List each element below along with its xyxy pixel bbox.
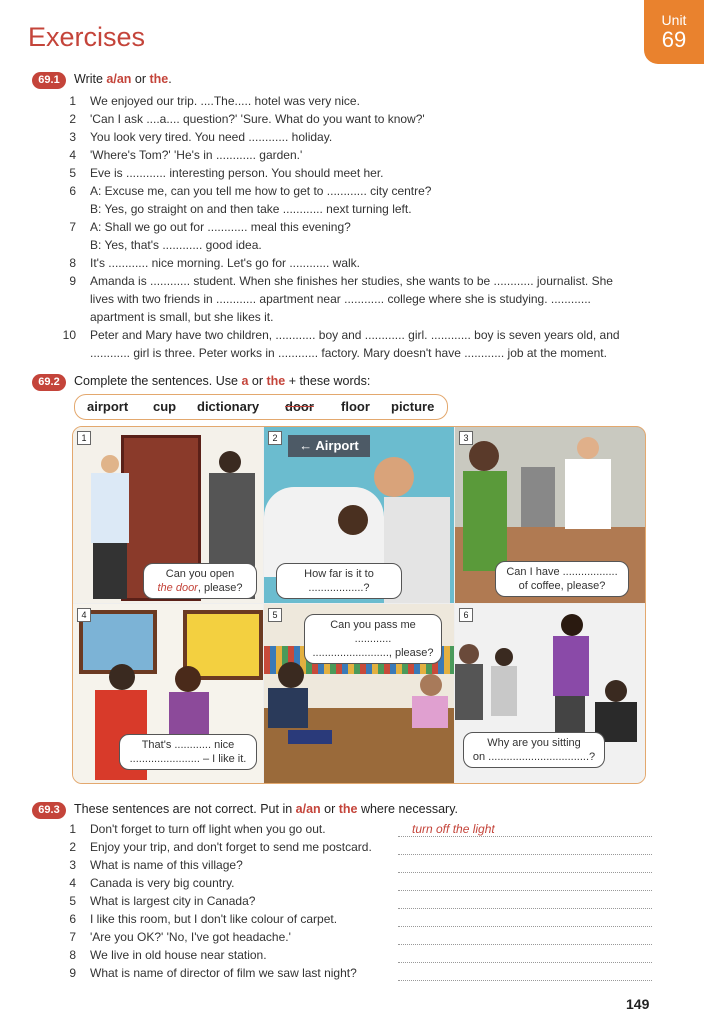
exercise-sentence: lives with two friends in ............ apartment near ............ college where she is studying. ............: [90, 292, 591, 306]
bubble-text: Can you pass me ............: [330, 619, 416, 645]
exercise-sentence: B: Yes, that's ............ good idea.: [90, 238, 262, 252]
waiter-head: [577, 437, 599, 459]
speech-bubble: [119, 734, 257, 770]
handwritten-answer: the door: [157, 582, 198, 594]
person-body: [455, 664, 483, 720]
instruction-bold: the: [338, 802, 358, 816]
instruction-text: Write: [74, 72, 107, 86]
item-number: 8: [69, 256, 76, 270]
panel-4: [73, 604, 263, 783]
speech-bubble: [143, 563, 257, 599]
waiter-body: [565, 459, 611, 529]
item-number: 5: [69, 166, 76, 180]
unit-number: 69: [661, 27, 687, 52]
bubble-text: , please?: [197, 582, 243, 594]
panel-5: [264, 604, 454, 783]
instruction-text: or: [320, 802, 339, 816]
exercise-sentence: Peter and Mary have two children, ............ boy and ............ girl. ............ boy is seven years old, and: [90, 328, 620, 342]
answer-line[interactable]: [398, 840, 652, 855]
item-number: 7: [69, 220, 76, 234]
panel-number: 1: [77, 431, 91, 445]
exercise-badge-3: 69.3: [32, 802, 66, 819]
woman-head: [469, 441, 499, 471]
exercise-sentence: 'Where's Tom?' 'He's in ............ garden.': [90, 148, 303, 162]
answer-line[interactable]: [398, 948, 652, 963]
answer-line[interactable]: [398, 912, 652, 927]
exercise-sentence: Eve is ............ interesting person. You should meet her.: [90, 166, 384, 180]
instruction-text: These sentences are not correct. Put in: [74, 802, 296, 816]
man-body: [91, 473, 129, 543]
word: floor: [341, 399, 370, 414]
exercise-sentence: Canada is very big country.: [90, 876, 235, 890]
student-body: [268, 688, 308, 728]
bubble-text: of coffee, please?: [518, 580, 606, 592]
instruction-text: where necessary.: [357, 802, 458, 816]
exercise-sentence: You look very tired. You need ............ holiday.: [90, 130, 333, 144]
item-number: 3: [69, 130, 76, 144]
exercise-3-instruction: [74, 802, 458, 816]
word-crossed: door: [285, 399, 314, 414]
answer-line[interactable]: [398, 858, 652, 873]
speech-bubble: [304, 614, 442, 664]
exercise-sentence: B: Yes, go straight on and then take ............ next turning left.: [90, 202, 412, 216]
panel-3: [455, 427, 645, 603]
exercise-sentence: Don't forget to turn off light when you go out.: [90, 822, 326, 836]
coffee-machine: [521, 467, 555, 527]
exercise-sentence: What is name of director of film we saw last night?: [90, 966, 357, 980]
word: cup: [153, 399, 177, 414]
page-title: Exercises: [28, 22, 146, 52]
man2-head: [219, 451, 241, 473]
exercise-sentence: We live in old house near station.: [90, 948, 267, 962]
exercise-sentence: A: Shall we go out for ............ meal this evening?: [90, 220, 351, 234]
exercise-sentence: Amanda is ............ student. When she finishes her studies, she wants to be ............ journalist. She: [90, 274, 613, 288]
passenger-head: [338, 505, 368, 535]
panel-number: 5: [268, 608, 282, 622]
exercise-2-instruction: [74, 374, 370, 388]
instruction-text: or: [248, 374, 267, 388]
item-number: 6: [69, 184, 76, 198]
exercise-sentence: 'Can I ask ....a.... question?' 'Sure. What do you want to know?': [90, 112, 425, 126]
answer-line[interactable]: [398, 966, 652, 981]
exercise-sentence: I like this room, but I don't like colour of carpet.: [90, 912, 338, 926]
speech-bubble: How far is it to ..................?: [276, 563, 402, 599]
man-head: [101, 455, 119, 473]
bubble-text: on .................................?: [472, 751, 596, 763]
panel-number: 6: [459, 608, 473, 622]
instruction-text: Complete the sentences. Use: [74, 374, 242, 388]
item-number: 7: [69, 930, 76, 944]
item-number: 1: [69, 822, 76, 836]
item-number: 4: [69, 876, 76, 890]
panel-number: 4: [77, 608, 91, 622]
woman-body: [412, 696, 448, 728]
instruction-text: .: [168, 72, 172, 86]
item-number: 9: [69, 274, 76, 288]
exercise-sentence: What is name of this village?: [90, 858, 243, 872]
exercise-badge-1: 69.1: [32, 72, 66, 89]
speech-bubble: [495, 561, 629, 597]
exercise-sentence: We enjoyed our trip. ....The..... hotel was very nice.: [90, 94, 360, 108]
bubble-text: ........................., please?: [312, 647, 434, 659]
bubble-text: That's ............ nice: [141, 739, 235, 751]
woman-body: [463, 471, 507, 571]
exercise-sentence: 'Are you OK?' 'No, I've got headache.': [90, 930, 291, 944]
instruction-bold: the: [149, 72, 169, 86]
man-legs: [93, 543, 127, 599]
instruction-bold: a: [241, 374, 249, 388]
person-head: [459, 644, 479, 664]
panel-6: [455, 604, 645, 783]
panel-2: [264, 427, 454, 603]
exercise-sentence: apartment is small, but she likes it.: [90, 310, 274, 324]
item-number: 2: [69, 112, 76, 126]
panel-number: 3: [459, 431, 473, 445]
woman-body: [553, 636, 589, 696]
answer-line[interactable]: [398, 894, 652, 909]
word: dictionary: [197, 399, 260, 414]
page-number: 149: [626, 996, 650, 1012]
item-number: 6: [69, 912, 76, 926]
item-number: 2: [69, 840, 76, 854]
instruction-bold: the: [266, 374, 286, 388]
item-number: 1: [69, 94, 76, 108]
person-head: [495, 648, 513, 666]
exercise-sentence: ............ girl is three. Peter works in ............ factory. Mary doesn't have ............ job at the moment.: [90, 346, 607, 360]
word-box: [74, 394, 448, 420]
person-body: [491, 666, 517, 716]
unit-tab: [644, 0, 704, 64]
driver-head: [374, 457, 414, 497]
exercise-sentence: What is largest city in Canada?: [90, 894, 256, 908]
item-number: 5: [69, 894, 76, 908]
item-number: 3: [69, 858, 76, 872]
woman-head: [420, 674, 442, 696]
speech-bubble: [463, 732, 605, 768]
instruction-text: or: [131, 72, 150, 86]
exercise-sentence: Enjoy your trip, and don't forget to send me postcard.: [90, 840, 372, 854]
instruction-bold: a/an: [106, 72, 132, 86]
answer-line[interactable]: [398, 930, 652, 945]
unit-label: Unit: [661, 12, 687, 28]
woman-head: [175, 666, 201, 692]
word: picture: [391, 399, 435, 414]
student-head: [278, 662, 304, 688]
man-head: [605, 680, 627, 702]
item-number: 9: [69, 966, 76, 980]
answer-line[interactable]: turn off the light: [398, 822, 652, 837]
instruction-text: + these words:: [285, 374, 371, 388]
word: airport: [87, 399, 129, 414]
answer-line[interactable]: [398, 876, 652, 891]
airport-sign: ← Airport: [288, 435, 370, 457]
bubble-text: Can I have ..................: [506, 566, 618, 578]
exercise-sentence: It's ............ nice morning. Let's go for ............ walk.: [90, 256, 361, 270]
exercise-1-instruction: [74, 72, 172, 86]
woman-head: [561, 614, 583, 636]
item-number: 8: [69, 948, 76, 962]
item-number: 10: [62, 328, 76, 342]
bubble-text: Why are you sitting: [487, 737, 581, 749]
picture-grid: [72, 426, 646, 784]
man-head: [109, 664, 135, 690]
bubble-text: Can you open: [165, 568, 235, 580]
dictionary-book: [288, 730, 332, 744]
instruction-bold: a/an: [295, 802, 321, 816]
exercise-sentence: A: Excuse me, can you tell me how to get to ............ city centre?: [90, 184, 432, 198]
panel-number: 2: [268, 431, 282, 445]
exercise-badge-2: 69.2: [32, 374, 66, 391]
panel-1: [73, 427, 263, 603]
item-number: 4: [69, 148, 76, 162]
bubble-text: ....................... – I like it.: [129, 753, 247, 765]
